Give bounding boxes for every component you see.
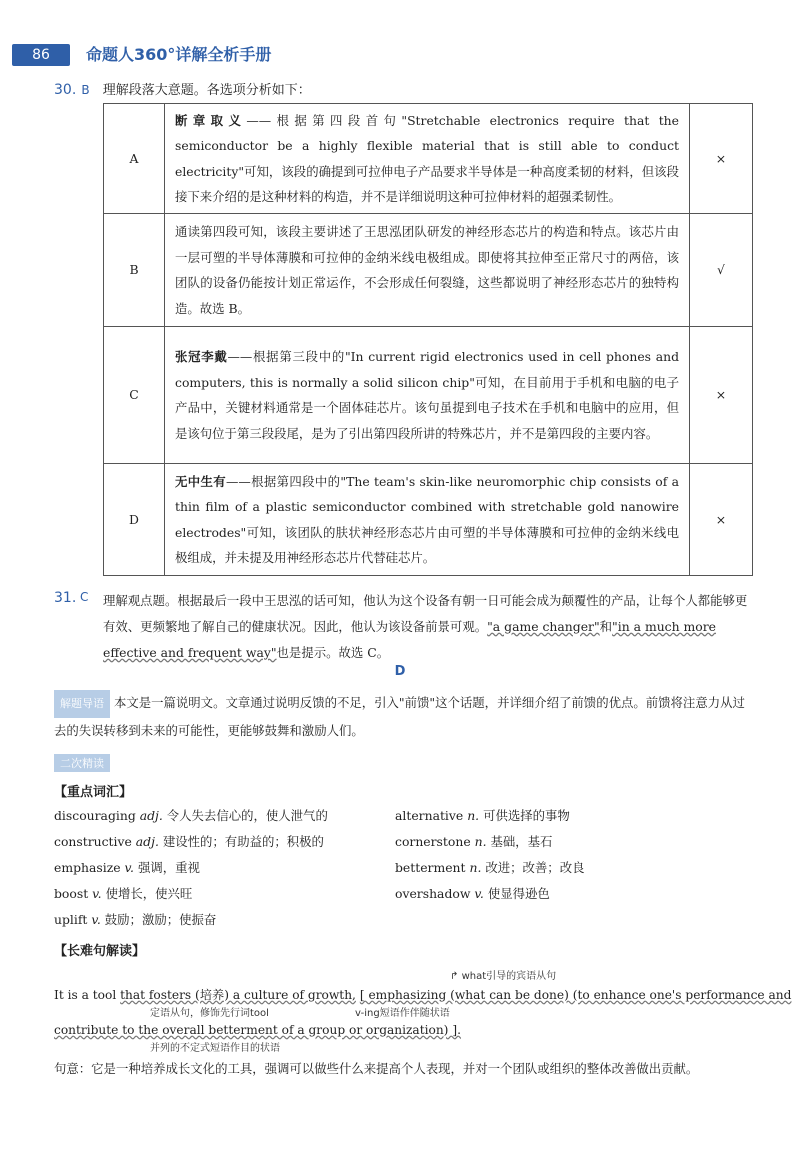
option-analysis	[165, 327, 690, 464]
option-label: A	[104, 104, 165, 214]
q31-explanation	[103, 588, 754, 666]
vocab-item: alternative n. 可供选择的事物	[395, 808, 570, 823]
q31-answer: C	[80, 590, 89, 604]
option-row-c	[104, 327, 753, 464]
option-analysis	[165, 104, 690, 214]
page-number: 86	[12, 44, 70, 66]
option-mark: √	[690, 214, 753, 327]
reading-tag: 二次精读	[54, 754, 110, 772]
option-label: C	[104, 327, 165, 464]
vocab-item: betterment n. 改进；改善；改良	[395, 860, 585, 875]
option-row-b	[104, 214, 753, 327]
q30-heading	[54, 79, 311, 98]
sentence-meaning	[54, 1056, 754, 1082]
reading-tag-wrap	[54, 752, 110, 772]
vocab-item: overshadow v. 使显得逊色	[395, 886, 550, 901]
option-keyword: 张冠李戴	[175, 349, 228, 364]
note-what-clause: ↱ what引导的宾语从句	[450, 971, 557, 982]
q31-block	[54, 588, 754, 666]
sentence-part-ving: [ emphasizing (what can be done) (to enhance one's performance and	[359, 988, 792, 1002]
sentence-part-main: It is a tool	[54, 988, 117, 1002]
note-ving: v-ing短语作伴随状语	[355, 1008, 450, 1019]
option-mark: ×	[690, 327, 753, 464]
vocab-item: constructive adj. 建设性的；有助益的；积极的	[54, 834, 324, 849]
option-keyword: 无中生有	[175, 473, 226, 489]
vocab-item: boost v. 使增长，使兴旺	[54, 886, 193, 901]
vocab-left-list	[54, 803, 384, 933]
guide-tag: 解题导语	[54, 690, 110, 718]
option-analysis	[165, 214, 690, 327]
option-text: ——根据第四段中的"The team's skin-like neuromorphic chip consists of a thin film of a plastic semiconductor combined with stretchable gold nanowire electrodes"可知，该团队的肤状神经形态芯片由可塑的半导体薄膜和可拉伸的金纳米线电极组成，并未提及用神经形态芯片代替硅芯片。	[175, 473, 679, 565]
sentence-part-clause: that fosters (培养) a culture of growth,	[120, 988, 356, 1002]
meaning-label: 句意：	[54, 1061, 92, 1076]
q31-and: 和	[599, 619, 613, 634]
note-attributive: 定语从句，修饰先行词tool	[150, 1008, 269, 1019]
option-row-d	[104, 464, 753, 576]
vocab-right-list	[395, 803, 755, 907]
option-mark: ×	[690, 104, 753, 214]
vocab-item: emphasize v. 强调，重视	[54, 860, 200, 875]
vocab-heading: 【重点词汇】	[54, 785, 133, 800]
options-table	[103, 103, 753, 576]
q30-answer: B	[81, 83, 90, 97]
q31-number: 31.	[54, 590, 77, 606]
q30-intro: 理解段落大意题。各选项分析如下：	[102, 83, 311, 98]
vocab-item: cornerstone n. 基础，基石	[395, 834, 553, 849]
q31-text-1: 理解观点题。根据最后一段中王思泓的话可知，他认为这个设备有朝一日可能会成为颠覆性的产品，让每个人都能够更有效、更频繁地了解自己的健康状况。因此，他认为该设备前景可观。	[103, 593, 748, 634]
q30-number: 30.	[54, 82, 77, 98]
q31-text-2: 也是提示。故选 C。	[276, 645, 390, 660]
option-text: ——根据第四段首句"Stretchable electronics require that the semiconductor be a highly flexible material that is still able to conduct electricity"可知，该段的确提到可拉伸电子产品要求半导体是一种高度柔韧的材料，但该段接下来介绍的是这种材料的构造，并不是详细说明这种可拉伸材料的超强柔韧性。	[175, 112, 679, 204]
option-label: B	[104, 214, 165, 327]
arrow-icon: ↱	[450, 971, 459, 982]
book-title: 命题人360°详解全析手册	[86, 45, 272, 64]
option-text: 通读第四段可知，该段主要讲述了王思泓团队研发的神经形态芯片的构造和特点。该芯片由一层可塑的半导体薄膜和可拉伸的金纳米线电极组成。即使将其拉伸至正常尺寸的两倍，该团队的设备仍能按计划正常运作，不会形成任何裂缝，这些都说明了神经形态芯片的独特构造。故选 B。	[175, 224, 679, 316]
q31-hint-2: "in a much more effective and frequent way"	[103, 619, 717, 660]
option-row-a	[104, 104, 753, 214]
vocab-item: discouraging adj. 令人失去信心的，使人泄气的	[54, 808, 328, 823]
meaning-text: 它是一种培养成长文化的工具，强调可以做些什么来提高个人表现，并对一个团队或组织的整体改善做出贡献。	[91, 1061, 699, 1076]
q31-hint-1: "a game changer"	[487, 619, 600, 634]
sentence-part-infinitive: contribute to the overall betterment of a group or organization) ].	[54, 1023, 461, 1037]
option-mark: ×	[690, 464, 753, 576]
option-label: D	[104, 464, 165, 576]
guide-block	[54, 690, 754, 744]
option-keyword: 断章取义	[175, 112, 247, 128]
sentence-heading: 【长难句解读】	[54, 944, 146, 959]
option-analysis	[165, 464, 690, 576]
section-letter: D	[394, 664, 406, 679]
note-infinitive: 并列的不定式短语作目的状语	[150, 1043, 280, 1054]
vocab-item: uplift v. 鼓励；激励；使振奋	[54, 912, 217, 927]
guide-text: 本文是一篇说明文。文章通过说明反馈的不足，引入"前馈"这个话题，并详细介绍了前馈的优点。前馈将注意力从过去的失误转移到未来的可能性，更能够鼓舞和激励人们。	[54, 695, 745, 738]
option-text: ——根据第三段中的"In current rigid electronics used in cell phones and computers, this is normally a solid silicon chip"可知，在目前用于手机和电脑的电子产品中，关键材料通常是一个固体硅芯片。该句虽提到电子技术在手机和电脑中的应用，但是该句位于第三段段尾，是为了引出第四段所讲的特殊芯片，并不是第四段的主要内容。	[175, 349, 679, 441]
